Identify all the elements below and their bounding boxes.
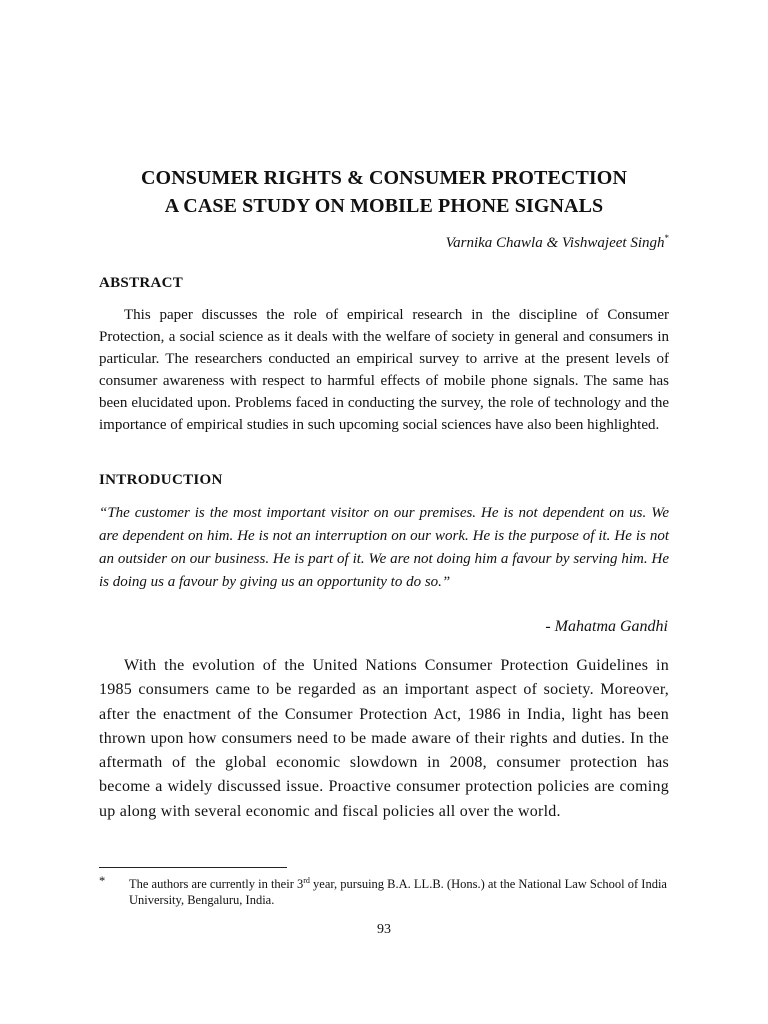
footnote-divider — [99, 867, 287, 868]
introduction-paragraph: With the evolution of the United Nations Consumer Protection Guidelines in 1985 consumers came to be regarded as an important aspect of society. Moreover, after the enactment of the Consumer Protection Act, 1986 in India, light has been thrown upon how consumers need to be made aware of their rights and duties. In the aftermath of the global economic slowdown in 2008, consumer protection has become a widely discussed issue. Proactive consumer protection policies are coming up along with several economic and fiscal policies all over the world. — [99, 657, 669, 820]
author-names: Varnika Chawla & Vishwajeet Singh — [445, 235, 665, 251]
footnote-text-start: The authors are currently in their 3 — [129, 877, 304, 891]
footnote-text — [129, 873, 669, 908]
footnote-marker: * — [99, 874, 106, 888]
quote-attribution: - Mahatma Gandhi — [545, 618, 668, 635]
gandhi-quote: “The customer is the most important visitor on our premises. He is not dependent on us. We are dependent on him. He is not an interruption on our work. He is the purpose of it. He is not an outsider on our business. He is part of it. We are not doing him a favour by serving him. He is doing us a favour by giving us an opportunity to do so.” — [99, 505, 669, 590]
title-line-1: CONSUMER RIGHTS & CONSUMER PROTECTION — [141, 167, 627, 189]
abstract-paragraph: This paper discusses the role of empirical research in the discipline of Consumer Protection, a social science as it deals with the welfare of society in general and consumers in particular. The researchers conducted an empirical survey to arrive at the present levels of consumer awareness with respect to harmful effects of mobile phone signals. The same has been elucidated upon. Problems faced in conducting the survey, the role of technology and the importance of empirical studies in such upcoming social sciences have also been highlighted. — [99, 307, 669, 433]
page-number: 93 — [377, 922, 391, 937]
introduction-heading: INTRODUCTION — [99, 472, 223, 488]
footnote-ordinal-suffix: rd — [303, 876, 310, 885]
footnote-text-end: year, pursuing B.A. LL.B. (Hons.) at the National Law School of India University, Bengaluru, India. — [129, 877, 667, 907]
author-line — [446, 233, 669, 252]
paper-title — [60, 164, 708, 220]
abstract-heading: ABSTRACT — [99, 275, 184, 291]
title-line-2: A CASE STUDY ON MOBILE PHONE SIGNALS — [164, 195, 604, 217]
author-footnote-marker: * — [664, 233, 669, 243]
